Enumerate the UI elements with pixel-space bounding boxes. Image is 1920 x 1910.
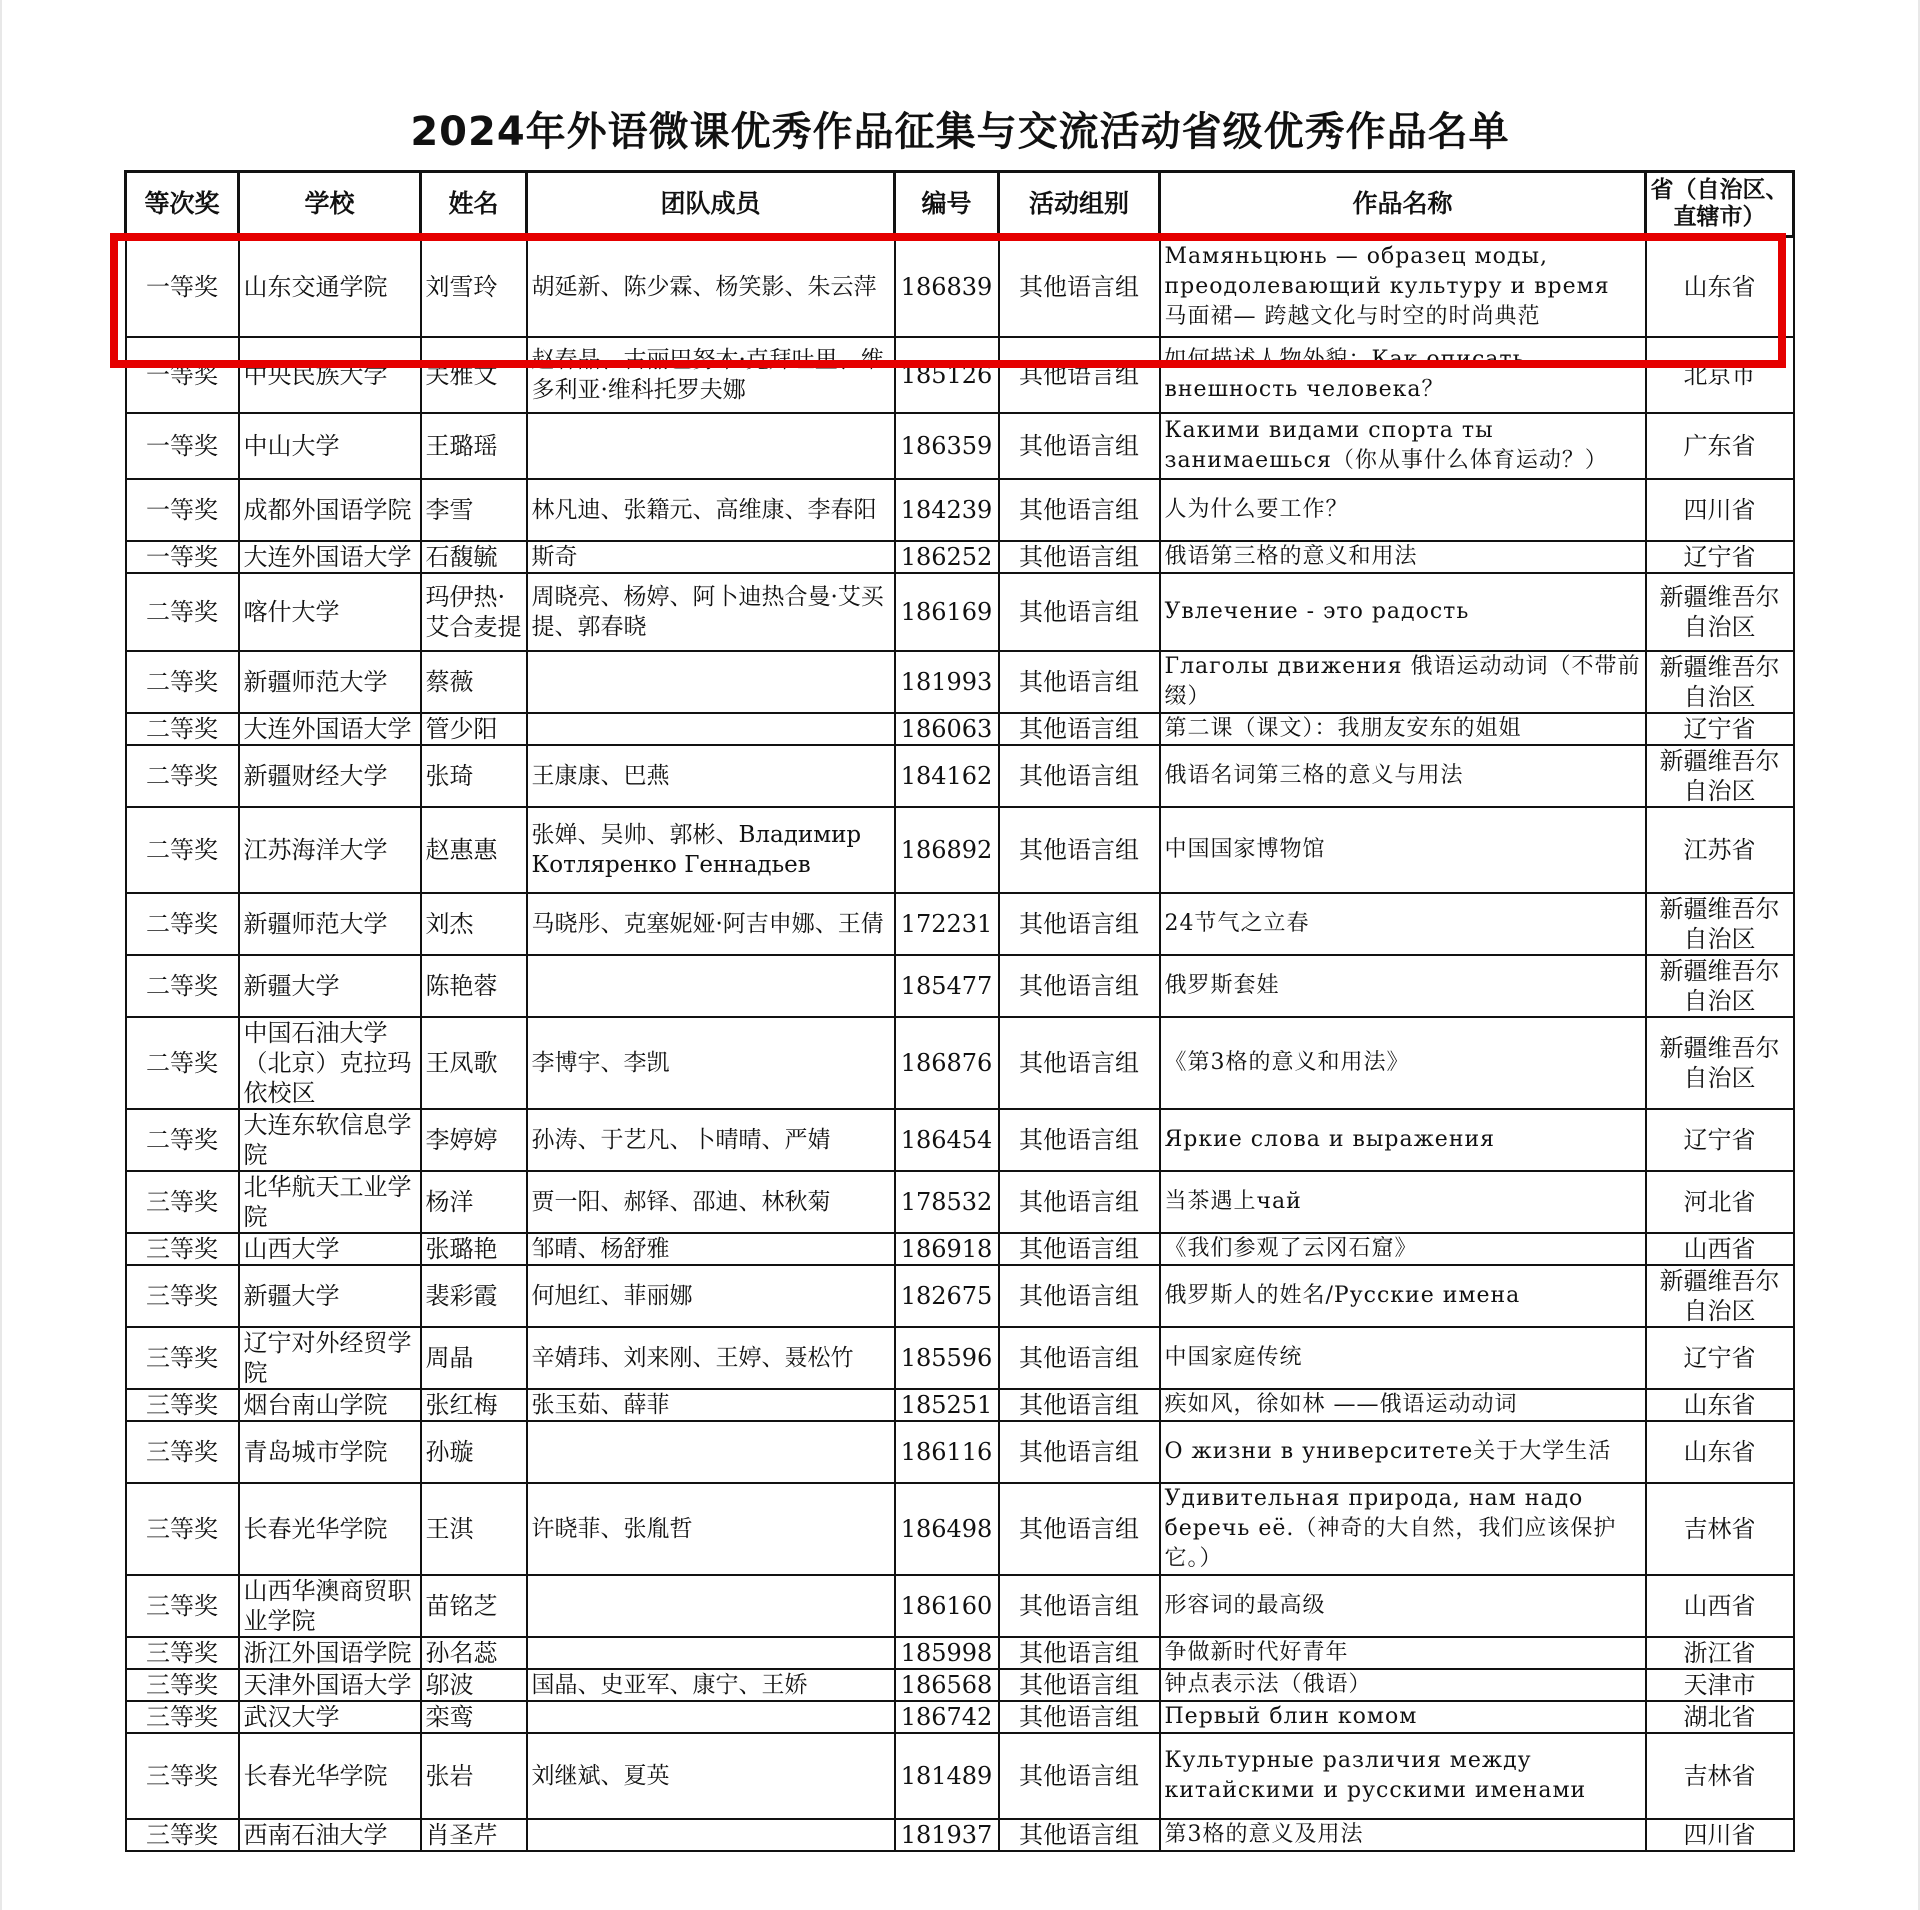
number-cell: 184239 bbox=[895, 479, 999, 541]
school-cell: 武汉大学 bbox=[239, 1701, 421, 1733]
school-cell: 新疆师范大学 bbox=[239, 651, 421, 713]
group-cell: 其他语言组 bbox=[999, 893, 1160, 955]
province-cell: 北京市 bbox=[1646, 337, 1794, 413]
table-row bbox=[126, 413, 1794, 479]
team-cell: 张婵、吴帅、郭彬、Владимир Котляренко Геннадьев bbox=[527, 807, 895, 893]
group-cell: 其他语言组 bbox=[999, 1109, 1160, 1171]
school-cell: 北华航天工业学院 bbox=[239, 1171, 421, 1233]
column-header-team: 团队成员 bbox=[527, 172, 895, 237]
column-header-school: 学校 bbox=[239, 172, 421, 237]
province-cell: 吉林省 bbox=[1646, 1733, 1794, 1819]
group-cell: 其他语言组 bbox=[999, 1233, 1160, 1265]
award-cell: 三等奖 bbox=[126, 1421, 239, 1483]
award-cell: 二等奖 bbox=[126, 807, 239, 893]
team-cell: 辛婧玮、刘来刚、王婷、聂松竹 bbox=[527, 1327, 895, 1389]
name-cell: 王凤歌 bbox=[421, 1017, 527, 1109]
name-cell: 张红梅 bbox=[421, 1389, 527, 1421]
work-title-cell: Культурные различия между китайскими и русскими именами bbox=[1160, 1733, 1646, 1819]
number-cell: 181489 bbox=[895, 1733, 999, 1819]
table-row bbox=[126, 745, 1794, 807]
column-header-number: 编号 bbox=[895, 172, 999, 237]
number-cell: 186359 bbox=[895, 413, 999, 479]
province-cell: 山东省 bbox=[1646, 1421, 1794, 1483]
province-cell: 新疆维吾尔自治区 bbox=[1646, 1017, 1794, 1109]
table-row bbox=[126, 541, 1794, 573]
team-cell: 刘继斌、夏英 bbox=[527, 1733, 895, 1819]
team-cell bbox=[527, 1701, 895, 1733]
page-frame-left bbox=[0, 0, 2, 1910]
work-title-cell: 俄罗斯人的姓名/Русские имена bbox=[1160, 1265, 1646, 1327]
table-row bbox=[126, 479, 1794, 541]
team-cell bbox=[527, 1637, 895, 1669]
work-title-cell: 《我们参观了云冈石窟》 bbox=[1160, 1233, 1646, 1265]
table-row bbox=[126, 573, 1794, 651]
number-cell: 185251 bbox=[895, 1389, 999, 1421]
province-cell: 辽宁省 bbox=[1646, 541, 1794, 573]
work-title-cell: 《第3格的意义和用法》 bbox=[1160, 1017, 1646, 1109]
work-title-cell: 当茶遇上чай bbox=[1160, 1171, 1646, 1233]
school-cell: 中山大学 bbox=[239, 413, 421, 479]
award-cell: 三等奖 bbox=[126, 1575, 239, 1637]
work-title-cell: О жизни в университете关于大学生活 bbox=[1160, 1421, 1646, 1483]
award-cell: 三等奖 bbox=[126, 1637, 239, 1669]
group-cell: 其他语言组 bbox=[999, 1421, 1160, 1483]
table-header-row bbox=[126, 172, 1794, 237]
number-cell: 172231 bbox=[895, 893, 999, 955]
group-cell: 其他语言组 bbox=[999, 237, 1160, 337]
group-cell: 其他语言组 bbox=[999, 1327, 1160, 1389]
province-cell: 天津市 bbox=[1646, 1669, 1794, 1701]
group-cell: 其他语言组 bbox=[999, 651, 1160, 713]
name-cell: 石馥毓 bbox=[421, 541, 527, 573]
award-cell: 二等奖 bbox=[126, 745, 239, 807]
number-cell: 186742 bbox=[895, 1701, 999, 1733]
team-cell: 林凡迪、张籍元、高维康、李春阳 bbox=[527, 479, 895, 541]
name-cell: 张琦 bbox=[421, 745, 527, 807]
group-cell: 其他语言组 bbox=[999, 1575, 1160, 1637]
work-title-cell: 疾如风，徐如林 ——俄语运动动词 bbox=[1160, 1389, 1646, 1421]
team-cell bbox=[527, 413, 895, 479]
province-cell: 新疆维吾尔自治区 bbox=[1646, 893, 1794, 955]
team-cell: 斯奇 bbox=[527, 541, 895, 573]
table-row bbox=[126, 651, 1794, 713]
team-cell: 李博宇、李凯 bbox=[527, 1017, 895, 1109]
work-title-cell: 人为什么要工作？ bbox=[1160, 479, 1646, 541]
name-cell: 苗铭芝 bbox=[421, 1575, 527, 1637]
team-cell: 王康康、巴燕 bbox=[527, 745, 895, 807]
province-cell: 吉林省 bbox=[1646, 1483, 1794, 1575]
work-title-cell: 争做新时代好青年 bbox=[1160, 1637, 1646, 1669]
award-cell: 一等奖 bbox=[126, 541, 239, 573]
name-cell: 李婷婷 bbox=[421, 1109, 527, 1171]
school-cell: 长春光华学院 bbox=[239, 1483, 421, 1575]
team-cell: 国晶、史亚军、康宁、王娇 bbox=[527, 1669, 895, 1701]
name-cell: 蔡薇 bbox=[421, 651, 527, 713]
team-cell: 贾一阳、郝铎、邵迪、林秋菊 bbox=[527, 1171, 895, 1233]
number-cell: 186498 bbox=[895, 1483, 999, 1575]
number-cell: 185998 bbox=[895, 1637, 999, 1669]
group-cell: 其他语言组 bbox=[999, 541, 1160, 573]
table-row bbox=[126, 1233, 1794, 1265]
table-row bbox=[126, 237, 1794, 337]
table-row bbox=[126, 893, 1794, 955]
document-title: 2024年外语微课优秀作品征集与交流活动省级优秀作品名单 bbox=[410, 109, 1510, 155]
number-cell: 186169 bbox=[895, 573, 999, 651]
team-cell: 周晓亮、杨婷、阿卜迪热合曼·艾买提、郭春晓 bbox=[527, 573, 895, 651]
name-cell: 孙名蕊 bbox=[421, 1637, 527, 1669]
group-cell: 其他语言组 bbox=[999, 1483, 1160, 1575]
award-cell: 二等奖 bbox=[126, 651, 239, 713]
province-cell: 新疆维吾尔自治区 bbox=[1646, 745, 1794, 807]
name-cell: 管少阳 bbox=[421, 713, 527, 745]
name-cell: 王璐瑶 bbox=[421, 413, 527, 479]
school-cell: 山西大学 bbox=[239, 1233, 421, 1265]
number-cell: 186116 bbox=[895, 1421, 999, 1483]
school-cell: 长春光华学院 bbox=[239, 1733, 421, 1819]
group-cell: 其他语言组 bbox=[999, 1171, 1160, 1233]
province-cell: 辽宁省 bbox=[1646, 1327, 1794, 1389]
table-body bbox=[126, 237, 1794, 1851]
group-cell: 其他语言组 bbox=[999, 713, 1160, 745]
award-cell: 三等奖 bbox=[126, 1701, 239, 1733]
number-cell: 186063 bbox=[895, 713, 999, 745]
group-cell: 其他语言组 bbox=[999, 1733, 1160, 1819]
number-cell: 186454 bbox=[895, 1109, 999, 1171]
group-cell: 其他语言组 bbox=[999, 1265, 1160, 1327]
team-cell: 胡延新、陈少霖、杨笑影、朱云萍 bbox=[527, 237, 895, 337]
group-cell: 其他语言组 bbox=[999, 413, 1160, 479]
table-row bbox=[126, 1637, 1794, 1669]
school-cell: 浙江外国语学院 bbox=[239, 1637, 421, 1669]
work-title-cell: Какими видами спорта ты занимаешься（你从事什么体育运动？） bbox=[1160, 413, 1646, 479]
work-title-cell: Глаголы движения 俄语运动动词（不带前缀） bbox=[1160, 651, 1646, 713]
name-cell: 裴彩霞 bbox=[421, 1265, 527, 1327]
number-cell: 185596 bbox=[895, 1327, 999, 1389]
work-title-cell: Яркие слова и выражения bbox=[1160, 1109, 1646, 1171]
number-cell: 186918 bbox=[895, 1233, 999, 1265]
number-cell: 186252 bbox=[895, 541, 999, 573]
award-list-table bbox=[124, 170, 1795, 1852]
team-cell: 许晓菲、张胤哲 bbox=[527, 1483, 895, 1575]
award-cell: 三等奖 bbox=[126, 1819, 239, 1851]
team-cell bbox=[527, 713, 895, 745]
column-header-group: 活动组别 bbox=[999, 172, 1160, 237]
work-title-cell: 如何描述人物外貌：Как описать внешность человека？ bbox=[1160, 337, 1646, 413]
school-cell: 喀什大学 bbox=[239, 573, 421, 651]
name-cell: 邬波 bbox=[421, 1669, 527, 1701]
school-cell: 辽宁对外经贸学院 bbox=[239, 1327, 421, 1389]
number-cell: 186839 bbox=[895, 237, 999, 337]
number-cell: 185477 bbox=[895, 955, 999, 1017]
name-cell: 周晶 bbox=[421, 1327, 527, 1389]
school-cell: 成都外国语学院 bbox=[239, 479, 421, 541]
name-cell: 李雪 bbox=[421, 479, 527, 541]
province-cell: 新疆维吾尔自治区 bbox=[1646, 955, 1794, 1017]
number-cell: 185126 bbox=[895, 337, 999, 413]
award-cell: 三等奖 bbox=[126, 1669, 239, 1701]
province-cell: 辽宁省 bbox=[1646, 713, 1794, 745]
work-title-cell: 24节气之立春 bbox=[1160, 893, 1646, 955]
school-cell: 新疆大学 bbox=[239, 1265, 421, 1327]
team-cell: 赵春晶、古丽巴努木·克拜吐里、维多利亚·维科托罗夫娜 bbox=[527, 337, 895, 413]
table-row bbox=[126, 1701, 1794, 1733]
award-cell: 三等奖 bbox=[126, 1233, 239, 1265]
table-row bbox=[126, 1265, 1794, 1327]
school-cell: 江苏海洋大学 bbox=[239, 807, 421, 893]
province-cell: 山东省 bbox=[1646, 237, 1794, 337]
name-cell: 玛伊热·艾合麦提 bbox=[421, 573, 527, 651]
province-cell: 新疆维吾尔自治区 bbox=[1646, 573, 1794, 651]
province-cell: 江苏省 bbox=[1646, 807, 1794, 893]
team-cell: 张玉茹、薛菲 bbox=[527, 1389, 895, 1421]
name-cell: 肖圣芹 bbox=[421, 1819, 527, 1851]
school-cell: 新疆财经大学 bbox=[239, 745, 421, 807]
school-cell: 大连外国语大学 bbox=[239, 541, 421, 573]
school-cell: 新疆师范大学 bbox=[239, 893, 421, 955]
work-title-cell: 中国家庭传统 bbox=[1160, 1327, 1646, 1389]
school-cell: 山西华澳商贸职业学院 bbox=[239, 1575, 421, 1637]
school-cell: 青岛城市学院 bbox=[239, 1421, 421, 1483]
number-cell: 186568 bbox=[895, 1669, 999, 1701]
work-title-cell: Мамяньцюнь — образец моды, преодолевающий культуру и время 马面裙— 跨越文化与时空的时尚典范 bbox=[1160, 237, 1646, 337]
work-title-cell: 中国国家博物馆 bbox=[1160, 807, 1646, 893]
table-row bbox=[126, 1389, 1794, 1421]
province-cell: 河北省 bbox=[1646, 1171, 1794, 1233]
number-cell: 186160 bbox=[895, 1575, 999, 1637]
table-row bbox=[126, 1327, 1794, 1389]
team-cell: 孙涛、于艺凡、卜晴晴、严婧 bbox=[527, 1109, 895, 1171]
name-cell: 栾鸾 bbox=[421, 1701, 527, 1733]
province-cell: 四川省 bbox=[1646, 1819, 1794, 1851]
award-cell: 三等奖 bbox=[126, 1389, 239, 1421]
group-cell: 其他语言组 bbox=[999, 1637, 1160, 1669]
work-title-cell: 第3格的意义及用法 bbox=[1160, 1819, 1646, 1851]
team-cell bbox=[527, 955, 895, 1017]
table-row bbox=[126, 807, 1794, 893]
province-cell: 山西省 bbox=[1646, 1575, 1794, 1637]
school-cell: 大连东软信息学院 bbox=[239, 1109, 421, 1171]
school-cell: 新疆大学 bbox=[239, 955, 421, 1017]
table-row bbox=[126, 1819, 1794, 1851]
number-cell: 178532 bbox=[895, 1171, 999, 1233]
work-title-cell: 俄语第三格的意义和用法 bbox=[1160, 541, 1646, 573]
province-cell: 山东省 bbox=[1646, 1389, 1794, 1421]
name-cell: 刘雪玲 bbox=[421, 237, 527, 337]
name-cell: 关雅文 bbox=[421, 337, 527, 413]
school-cell: 烟台南山学院 bbox=[239, 1389, 421, 1421]
award-cell: 三等奖 bbox=[126, 1733, 239, 1819]
award-cell: 三等奖 bbox=[126, 1171, 239, 1233]
work-title-cell: 第二课（课文）：我朋友安东的姐姐 bbox=[1160, 713, 1646, 745]
school-cell: 天津外国语大学 bbox=[239, 1669, 421, 1701]
work-title-cell: 俄语名词第三格的意义与用法 bbox=[1160, 745, 1646, 807]
group-cell: 其他语言组 bbox=[999, 1819, 1160, 1851]
number-cell: 186892 bbox=[895, 807, 999, 893]
group-cell: 其他语言组 bbox=[999, 955, 1160, 1017]
table-row bbox=[126, 1483, 1794, 1575]
work-title-cell: Увлечение - это радость bbox=[1160, 573, 1646, 651]
group-cell: 其他语言组 bbox=[999, 1389, 1160, 1421]
award-cell: 三等奖 bbox=[126, 1265, 239, 1327]
number-cell: 181993 bbox=[895, 651, 999, 713]
table-row bbox=[126, 1017, 1794, 1109]
name-cell: 刘杰 bbox=[421, 893, 527, 955]
school-cell: 西南石油大学 bbox=[239, 1819, 421, 1851]
name-cell: 王淇 bbox=[421, 1483, 527, 1575]
province-cell: 新疆维吾尔自治区 bbox=[1646, 1265, 1794, 1327]
work-title-cell: 钟点表示法（俄语） bbox=[1160, 1669, 1646, 1701]
award-cell: 三等奖 bbox=[126, 1483, 239, 1575]
table-row bbox=[126, 1575, 1794, 1637]
team-cell: 马晓彤、克塞妮娅·阿吉申娜、王倩 bbox=[527, 893, 895, 955]
name-cell: 赵惠惠 bbox=[421, 807, 527, 893]
table-row bbox=[126, 1109, 1794, 1171]
team-cell bbox=[527, 1575, 895, 1637]
name-cell: 陈艳蓉 bbox=[421, 955, 527, 1017]
award-cell: 二等奖 bbox=[126, 713, 239, 745]
work-title-cell: Удивительная природа, нам надо беречь её.（神奇的大自然，我们应该保护它。） bbox=[1160, 1483, 1646, 1575]
team-cell bbox=[527, 1819, 895, 1851]
table-row bbox=[126, 1733, 1794, 1819]
team-cell: 邹晴、杨舒雅 bbox=[527, 1233, 895, 1265]
column-header-name: 姓名 bbox=[421, 172, 527, 237]
award-cell: 一等奖 bbox=[126, 237, 239, 337]
group-cell: 其他语言组 bbox=[999, 807, 1160, 893]
province-cell: 湖北省 bbox=[1646, 1701, 1794, 1733]
school-cell: 中国石油大学（北京）克拉玛依校区 bbox=[239, 1017, 421, 1109]
table-row bbox=[126, 955, 1794, 1017]
province-cell: 辽宁省 bbox=[1646, 1109, 1794, 1171]
award-cell: 一等奖 bbox=[126, 479, 239, 541]
number-cell: 184162 bbox=[895, 745, 999, 807]
table-row bbox=[126, 713, 1794, 745]
province-cell: 广东省 bbox=[1646, 413, 1794, 479]
work-title-cell: 形容词的最高级 bbox=[1160, 1575, 1646, 1637]
name-cell: 孙璇 bbox=[421, 1421, 527, 1483]
work-title-cell: 俄罗斯套娃 bbox=[1160, 955, 1646, 1017]
award-cell: 一等奖 bbox=[126, 413, 239, 479]
group-cell: 其他语言组 bbox=[999, 1701, 1160, 1733]
column-header-work-title: 作品名称 bbox=[1160, 172, 1646, 237]
team-cell: 何旭红、菲丽娜 bbox=[527, 1265, 895, 1327]
group-cell: 其他语言组 bbox=[999, 745, 1160, 807]
name-cell: 张璐艳 bbox=[421, 1233, 527, 1265]
province-cell: 山西省 bbox=[1646, 1233, 1794, 1265]
number-cell: 186876 bbox=[895, 1017, 999, 1109]
award-cell: 二等奖 bbox=[126, 1109, 239, 1171]
table-row bbox=[126, 1171, 1794, 1233]
group-cell: 其他语言组 bbox=[999, 1669, 1160, 1701]
award-cell: 二等奖 bbox=[126, 573, 239, 651]
school-cell: 山东交通学院 bbox=[239, 237, 421, 337]
column-header-province: 省（自治区、直辖市） bbox=[1646, 172, 1794, 237]
group-cell: 其他语言组 bbox=[999, 337, 1160, 413]
table-row bbox=[126, 1669, 1794, 1701]
award-cell: 二等奖 bbox=[126, 1017, 239, 1109]
school-cell: 大连外国语大学 bbox=[239, 713, 421, 745]
number-cell: 181937 bbox=[895, 1819, 999, 1851]
award-cell: 三等奖 bbox=[126, 1327, 239, 1389]
team-cell bbox=[527, 1421, 895, 1483]
name-cell: 张岩 bbox=[421, 1733, 527, 1819]
award-cell: 一等奖 bbox=[126, 337, 239, 413]
group-cell: 其他语言组 bbox=[999, 1017, 1160, 1109]
award-cell: 二等奖 bbox=[126, 893, 239, 955]
name-cell: 杨洋 bbox=[421, 1171, 527, 1233]
table-row bbox=[126, 337, 1794, 413]
group-cell: 其他语言组 bbox=[999, 573, 1160, 651]
number-cell: 182675 bbox=[895, 1265, 999, 1327]
province-cell: 浙江省 bbox=[1646, 1637, 1794, 1669]
table-row bbox=[126, 1421, 1794, 1483]
province-cell: 四川省 bbox=[1646, 479, 1794, 541]
column-header-award: 等次奖 bbox=[126, 172, 239, 237]
group-cell: 其他语言组 bbox=[999, 479, 1160, 541]
team-cell bbox=[527, 651, 895, 713]
award-cell: 二等奖 bbox=[126, 955, 239, 1017]
province-cell: 新疆维吾尔自治区 bbox=[1646, 651, 1794, 713]
work-title-cell: Первый блин комом bbox=[1160, 1701, 1646, 1733]
school-cell: 中央民族大学 bbox=[239, 337, 421, 413]
